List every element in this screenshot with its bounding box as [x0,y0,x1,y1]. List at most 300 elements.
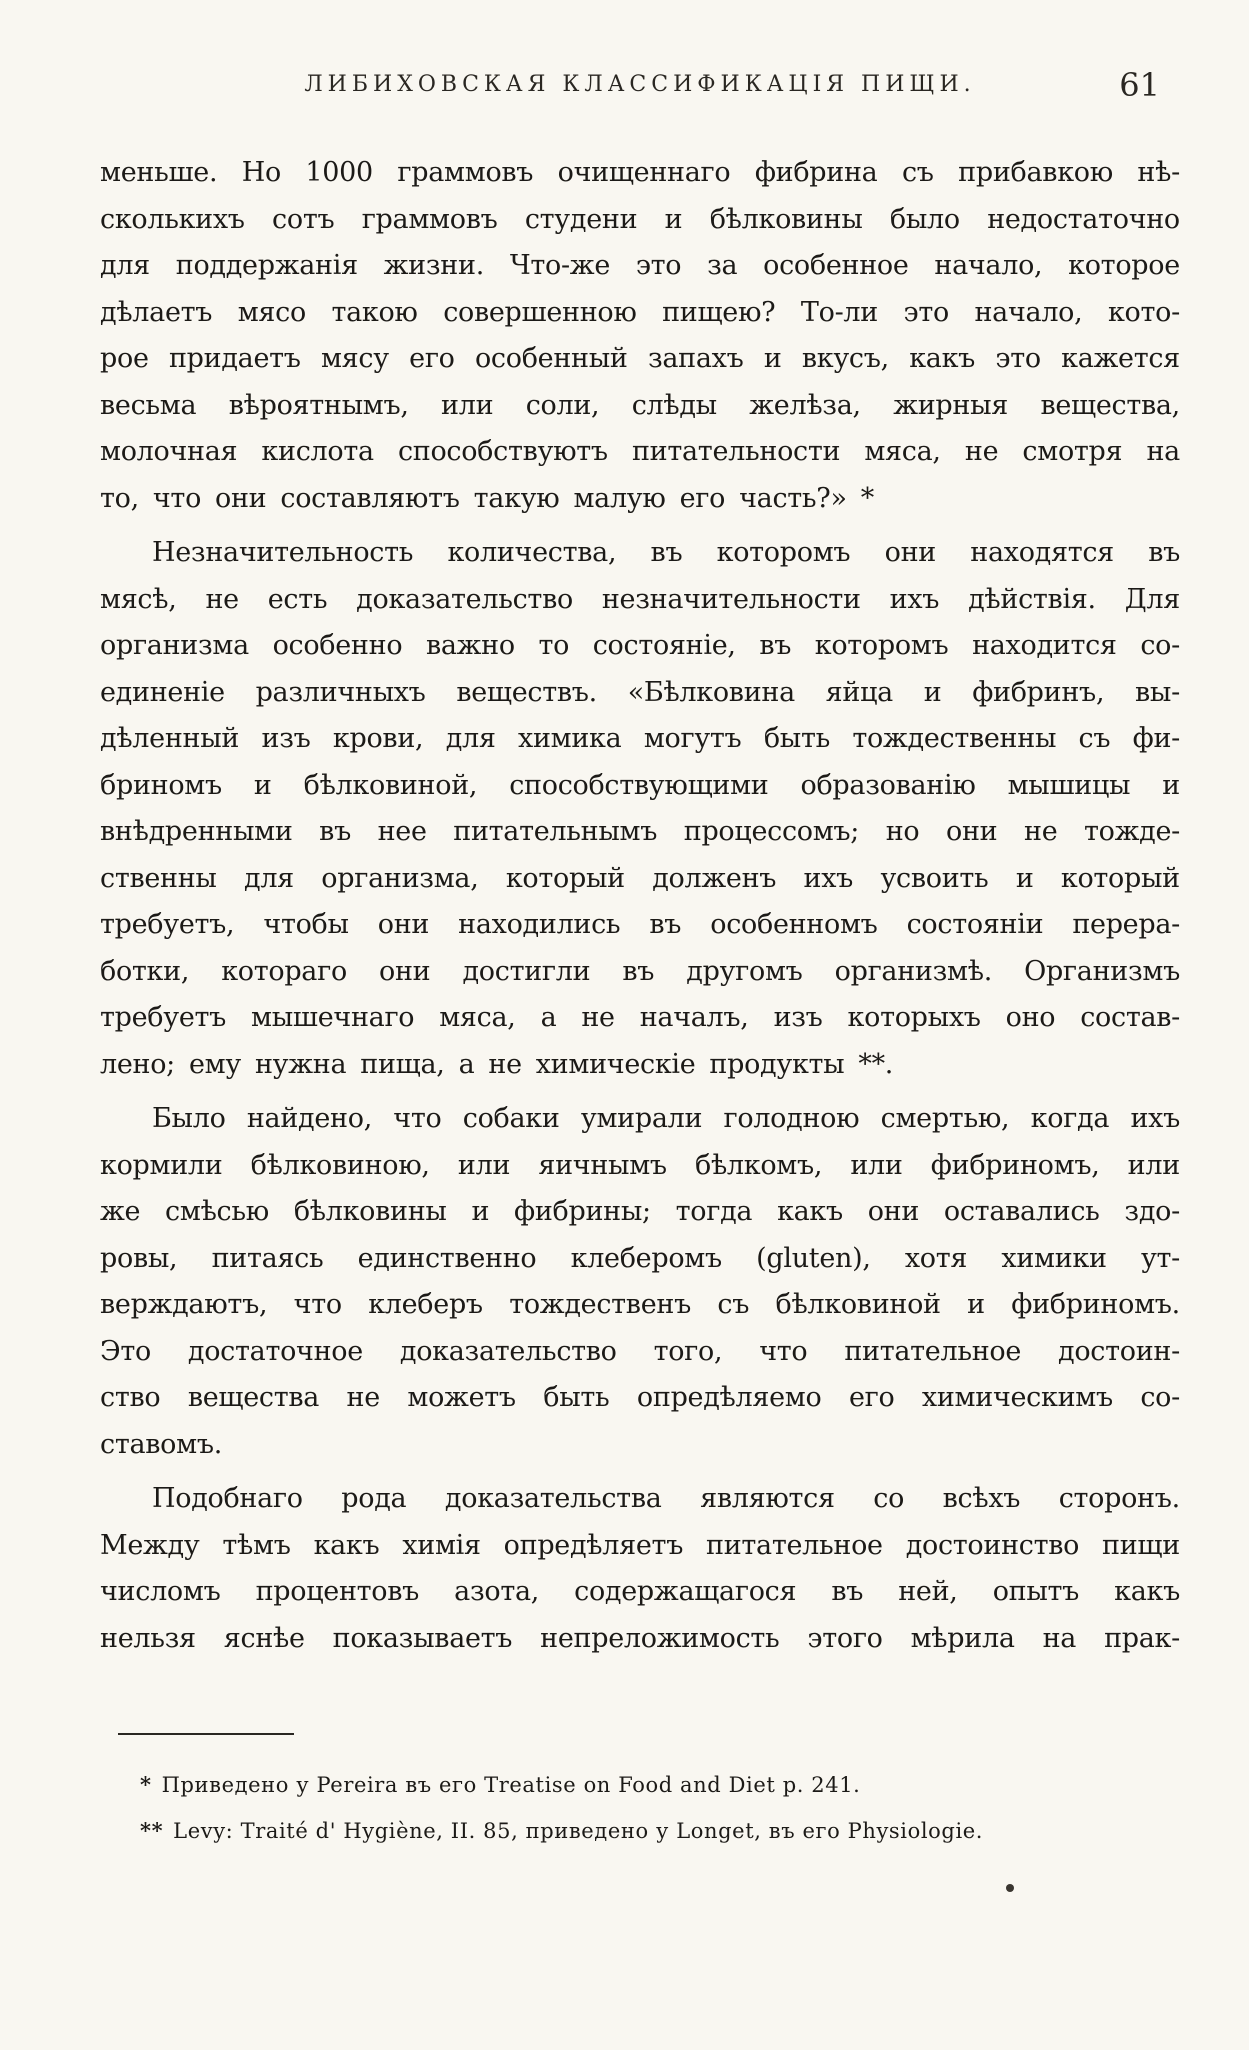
word: что [393,1103,442,1134]
word: (gluten), [756,1242,871,1274]
word: ставомъ. [100,1428,222,1460]
word: и [1162,769,1180,801]
word: изъ [261,723,311,754]
word: и [253,769,272,801]
word: доказательство [399,1335,617,1367]
word: они [379,955,431,987]
word: тожде- [1084,816,1180,847]
word: запахъ [647,343,744,374]
word: **. [858,1048,894,1080]
word: можетъ [407,1382,516,1413]
footnote-mark: * [140,1772,152,1797]
text-line [100,623,1180,670]
word: то, [100,482,139,514]
text-line [100,1329,1180,1376]
word: сотъ [272,203,335,235]
text-line [100,1422,1180,1469]
word: мясо [237,296,306,328]
word: особенно [272,630,403,661]
word: не [346,1382,380,1413]
body-text [100,150,1180,1662]
text-line [100,1282,1180,1329]
word: Что-же [509,250,611,281]
word: прибавкою [958,157,1113,188]
word: не [205,583,239,615]
word: Между [100,1529,200,1561]
word: смотря [1022,436,1123,467]
word: фибриномъ. [1011,1289,1180,1320]
word: бѣлковиной, [303,769,478,801]
word: начало, [934,250,1043,281]
word: бѣлкомъ, [694,1149,823,1181]
word: достоинство [905,1529,1080,1561]
text-line [100,763,1180,810]
word: и [664,203,683,235]
word: его [679,482,726,514]
word: состояніи [906,909,1044,940]
word: Было [152,1103,226,1134]
word: питательнымъ [453,816,658,847]
word: всѣхъ [942,1483,1021,1514]
running-title: ЛИБИХОВСКАЯ КЛАССИФИКАЦІЯ ПИЩИ. [304,72,976,97]
word: смѣсью [165,1196,269,1227]
word: особенный [474,343,628,374]
text-line [100,530,1180,577]
word: ихъ [889,583,940,615]
word: въ [649,909,682,940]
word: единственно [357,1242,537,1274]
word: способствуютъ [397,436,608,467]
word: этого [807,1622,883,1654]
word: другомъ [686,955,803,987]
footnotes [140,1762,1180,1854]
word: мяса, [864,436,941,467]
word: они [946,816,998,847]
word: не [964,436,999,467]
word: процессомъ; [683,816,860,847]
paragraph [100,150,1180,522]
word: соли, [525,389,600,421]
word: не [1024,816,1058,847]
word: химики [1001,1242,1107,1274]
word: кото- [1107,296,1180,328]
footnote-text: Levy: Traité d' Hygiène, II. 85, приведено у Longet, въ его Physiologie. [173,1819,984,1843]
word: прак- [1104,1622,1180,1654]
word: быть [763,723,830,754]
word: молочная [100,436,238,467]
word: незначительности [601,583,861,615]
text-line [100,1569,1180,1616]
word: со- [1140,630,1180,661]
word: очищеннаго [557,157,731,188]
word: желѣза, [749,389,861,421]
word: крови, [332,723,424,754]
word: а [540,1002,557,1033]
word: * [860,482,874,514]
word: Для [1124,583,1180,615]
word: тѣмъ [222,1529,291,1561]
word: есть [267,583,328,615]
word: вы- [1135,676,1180,708]
word: химика [518,723,622,754]
word: показываетъ [332,1622,513,1654]
word: которомъ [814,630,949,661]
word: слѣды [631,389,717,421]
word: для [100,250,150,281]
word: найдено, [246,1103,372,1134]
word: вещества, [1040,389,1180,421]
word: начало, [974,296,1083,328]
word: или [457,1149,511,1181]
word: на [1042,1622,1077,1654]
text-line [100,1096,1180,1143]
word: кислота [261,436,374,467]
word: доказательство [356,583,573,615]
text-line [100,429,1180,476]
word: бѣлковины [293,1196,447,1227]
word: это [903,296,949,328]
word: что [293,1289,342,1320]
word: пища, [360,1048,445,1080]
word: состояніе, [592,630,736,661]
word: питательное [706,1529,883,1561]
word: мяса, [439,1002,516,1033]
word: они [377,909,430,940]
word: но [885,816,920,847]
word: химическіе [535,1048,696,1080]
word: ихъ [803,862,854,894]
word: или [1127,1149,1180,1181]
word: ственны [100,862,217,894]
word: опытъ [992,1576,1080,1607]
word: фибринъ, [972,676,1105,708]
word: доказательства [444,1483,662,1514]
word: веществъ. [456,676,597,708]
page-number: 61 [1119,66,1160,104]
word: мѣрила [910,1622,1015,1654]
text-line [100,1476,1180,1523]
word: они [867,1196,920,1227]
word: и [471,1196,490,1227]
word: непреложимость [540,1622,780,1654]
word: бѣлковины [709,203,863,235]
word: которое [1068,250,1180,281]
word: малую [573,482,666,514]
word: было [889,203,960,235]
word: продукты [709,1048,845,1080]
word: изъ [773,1002,823,1033]
footnote-mark: ** [140,1818,164,1843]
word: яйца [825,676,893,708]
word: различныхъ [255,676,426,708]
word: питательности [631,436,841,467]
word: не [581,1002,615,1033]
word: съ [1078,723,1111,754]
word: достигли [462,955,591,987]
word: бриномъ [100,769,222,801]
word: жизни. [383,250,484,281]
word: ство [100,1382,161,1413]
word: быть [543,1382,610,1413]
word: въ [831,1576,864,1607]
word: химическимъ [921,1382,1113,1413]
word: бѣлковиной [775,1289,941,1320]
paragraph [100,1476,1180,1662]
word: съ [901,157,934,188]
word: дѣлаетъ [100,296,213,328]
word: мышечнаго [251,1002,415,1033]
word: граммовъ [397,157,534,188]
word: находится [972,630,1117,661]
word: способствующими [509,769,769,801]
word: дѣленный [100,723,240,754]
word: клеберъ [368,1289,483,1320]
text-line [100,716,1180,763]
word: количества, [447,537,617,568]
word: содержащагося [574,1576,797,1607]
word: граммовъ [361,203,498,235]
word: процентовъ [255,1576,420,1607]
word: ихъ [1130,1103,1180,1134]
word: на [1146,436,1180,467]
text-line [100,670,1180,717]
word: сторонъ. [1058,1483,1180,1514]
word: нужна [254,1048,347,1080]
word: въ [650,537,683,568]
text-line [100,197,1180,244]
paragraph [100,530,1180,1088]
word: сколькихъ [100,203,245,235]
word: То-ли [800,296,878,328]
word: Но [241,157,281,188]
word: долженъ [652,862,777,894]
word: со [873,1483,905,1514]
word: такую [473,482,560,514]
word: перера- [1072,909,1180,940]
ink-speck [1006,1884,1014,1892]
word: студени [524,203,638,235]
text-line [100,1236,1180,1283]
word: оно [1005,1002,1056,1033]
word: собаки [462,1103,560,1134]
word: они [884,537,936,568]
word: тогда [675,1196,753,1227]
word: и [967,1289,985,1320]
word: какъ [1114,1576,1180,1607]
word: то [538,630,570,661]
word: здо- [1124,1196,1180,1227]
word: кажется [1061,343,1180,374]
word: мясу [320,343,389,374]
word: весьма [100,389,197,421]
word: «Бѣлковина [627,676,795,708]
word: въ [319,816,351,847]
footnote [140,1762,1180,1808]
word: недостаточно [987,203,1180,235]
word: который [505,862,625,894]
word: тождественъ [509,1289,691,1320]
word: питаясь [211,1242,324,1274]
word: вѣроятнымъ, [228,389,409,421]
text-line [100,150,1180,197]
word: Подобнаго [152,1483,303,1514]
word: достоин- [1058,1335,1180,1367]
word: какъ [313,1529,380,1561]
paragraph-gap [100,1468,1180,1476]
text-line [100,383,1180,430]
word: организма, [321,862,479,894]
word: важно [425,630,515,661]
word: особенномъ [710,909,878,940]
text-line [100,577,1180,624]
word: смертью, [880,1103,1010,1134]
word: что [152,482,202,514]
word: составляютъ [280,482,460,514]
text-line [100,1042,1180,1089]
word: это [635,250,682,281]
paragraph [100,1096,1180,1468]
word: опредѣляетъ [503,1529,684,1561]
word: мясѣ, [100,583,177,615]
word: дѣйствія. [968,583,1096,615]
word: опредѣляемо [636,1382,822,1413]
word: того, [653,1335,723,1367]
word: съ [717,1289,750,1320]
word: единеніе [100,676,225,708]
word: какъ [777,1196,843,1227]
word: не [488,1048,522,1080]
word: требуетъ, [100,909,235,940]
word: въ [1148,537,1180,568]
word: достаточное [187,1335,363,1367]
word: состав- [1080,1002,1180,1033]
word: питательное [844,1335,1022,1367]
word: Это [100,1335,151,1367]
word: какъ [909,343,976,374]
word: въ [622,955,655,987]
word: придаетъ [168,343,301,374]
word: и [923,676,942,708]
word: фи- [1132,723,1180,754]
word: фибрины; [513,1196,651,1227]
text-line [100,476,1180,523]
text-line [100,290,1180,337]
word: а [458,1048,475,1080]
word: ботки, [100,955,190,987]
word: чтобы [263,909,349,940]
running-head [100,66,1180,112]
word: яснѣе [223,1622,305,1654]
word: со- [1140,1382,1180,1413]
word: такою [331,296,418,328]
word: требуетъ [100,1002,227,1033]
word: оставались [943,1196,1100,1227]
word: за [707,250,738,281]
word: ровы, [100,1242,178,1274]
word: находились [458,909,621,940]
paragraph-gap [100,1088,1180,1096]
text-line [100,336,1180,383]
word: голодною [723,1103,860,1134]
word: для [244,862,294,894]
text-line [100,902,1180,949]
word: и [1015,862,1034,894]
word: являются [700,1483,835,1514]
word: нѣ- [1137,157,1180,188]
word: особенное [763,250,909,281]
word: числомъ [100,1576,221,1607]
word: ут- [1140,1242,1180,1274]
word: это [995,343,1041,374]
word: усвоить [880,862,989,894]
word: 1000 [305,157,373,188]
word: Организмъ [1024,955,1180,987]
word: находятся [970,537,1114,568]
word: въ [759,630,792,661]
text-line [100,1523,1180,1570]
text-line [100,1616,1180,1663]
text-line [100,1375,1180,1422]
word: что [759,1335,808,1367]
word: которомъ [716,537,851,568]
word: образованію [800,769,976,801]
word: и [763,343,782,374]
word: поддержанія [175,250,358,281]
word: организмѣ. [834,955,993,987]
word: или [850,1149,903,1181]
footnote-divider [118,1733,294,1735]
word: жирныя [893,389,1009,421]
word: которыхъ [847,1002,981,1033]
word: Незначительность [152,537,414,568]
word: мышицы [1007,769,1131,801]
word: вещества [187,1382,320,1413]
text-line [100,1143,1180,1190]
text-line [100,949,1180,996]
word: могутъ [643,723,742,754]
word: они [215,482,267,514]
word: лено; [100,1048,175,1080]
word: внѣдренными [100,816,293,847]
word: или [441,389,494,421]
word: хотя [904,1242,968,1274]
word: фибрина [754,157,878,188]
word: пищею? [662,296,776,328]
word: тождественны [852,723,1057,754]
text-line [100,856,1180,903]
word: его [409,343,455,374]
word: рое [100,343,149,374]
word: часть?» [739,482,847,514]
text-line [100,995,1180,1042]
word: меньше. [100,157,218,188]
word: верждаютъ, [100,1289,268,1320]
paragraph-gap [100,522,1180,530]
text-line [100,243,1180,290]
text-line [100,1189,1180,1236]
word: когда [1030,1103,1110,1134]
footnote-text: Приведено у Pereira въ его Treatise on Food and Diet p. 241. [161,1773,861,1797]
word: который [1060,862,1180,894]
word: бѣлковиною, [250,1149,430,1181]
word: ней, [898,1576,958,1607]
word: умирали [580,1103,703,1134]
word: яичнымъ [538,1149,667,1181]
word: котораго [221,955,347,987]
text-line [100,809,1180,856]
word: совершенною [443,296,637,328]
word: кормили [100,1149,223,1181]
